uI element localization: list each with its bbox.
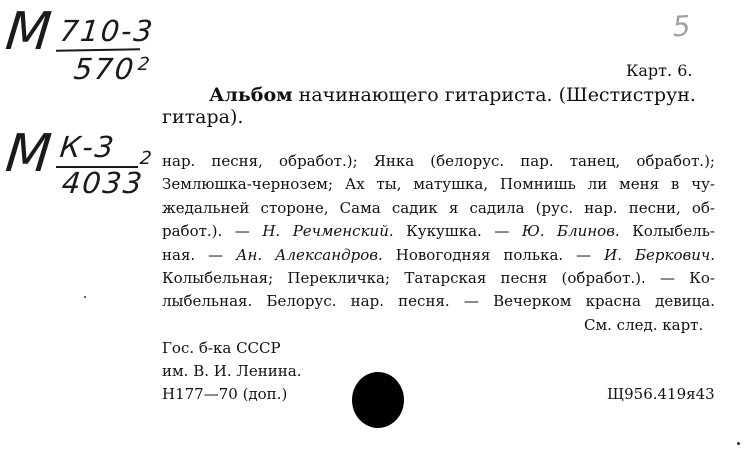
body-text-run: Колыбельная; Перекличка; Татарская песня (обработ.). — Ко- — [162, 269, 715, 287]
order-number: Н177—70 (доп.) — [162, 385, 288, 403]
body-line — [162, 244, 715, 268]
body-line — [162, 220, 715, 244]
body-line — [162, 173, 715, 197]
punch-hole — [352, 372, 404, 428]
body-text-run: Кукушка. — — [393, 222, 522, 241]
body-text-run: Колыбель- — [619, 222, 715, 241]
speck — [84, 296, 86, 298]
body-line — [162, 150, 715, 174]
library-name-2: им. В. И. Ленина. — [162, 362, 302, 380]
body-line — [162, 197, 715, 221]
handwritten-code-2-bottom: 4033 — [60, 166, 146, 200]
body-text-run: жедальней стороне, Сама садик я садила (рус. нар. песни, об- — [162, 198, 715, 217]
body-text-run: работ.). — — [162, 222, 263, 241]
see-next-card: См. след. карт. — [584, 316, 704, 334]
faded-stamp: 5 — [671, 9, 690, 44]
author-name: Ан. Александров. — [236, 245, 383, 264]
body-text-run: лыбельная. Белорус. нар. песня. — Вечерком красна девица. — [162, 292, 715, 311]
handwritten-code-1-top: 710-3 — [58, 14, 157, 48]
speck — [737, 442, 740, 445]
body-line — [162, 290, 715, 314]
handwritten-code-2-top: К-3 — [58, 130, 118, 164]
index-code: Щ956.419я43 — [607, 385, 715, 403]
author-name: Ю. Блинов. — [521, 222, 620, 241]
handwritten-code-2-sup: 2 — [138, 148, 153, 169]
handwritten-m-1: М — [2, 2, 56, 62]
library-name: Гос. б-ка СССР — [162, 339, 281, 357]
title-bold-word: Альбом — [209, 84, 293, 106]
body-text-run: Новогодняя полька. — — [382, 245, 605, 264]
handwritten-code-1-sup: 2 — [136, 54, 151, 75]
handwritten-m-2: М — [2, 124, 56, 184]
author-name: И. Беркович. — [604, 245, 715, 264]
handwritten-code-1-bottom: 570 — [72, 52, 138, 86]
card-number: Карт. 6. — [626, 61, 693, 80]
body-line — [162, 267, 715, 291]
body-text-run: ная. — — [162, 245, 237, 264]
body-text-run: Землюшка-чернозем; Ах ты, матушка, Помнишь ли меня в чу- — [162, 175, 715, 194]
body-text-run: нар. песня, обработ.); Янка (белорус. пар. танец, обработ.); — [162, 152, 715, 170]
title-line-1 — [209, 82, 696, 108]
title-line-2: гитара). — [162, 106, 244, 128]
author-name: Н. Речменский. — [262, 222, 394, 241]
title-rest: начинающего гитариста. (Шестиструн. — [292, 84, 696, 106]
